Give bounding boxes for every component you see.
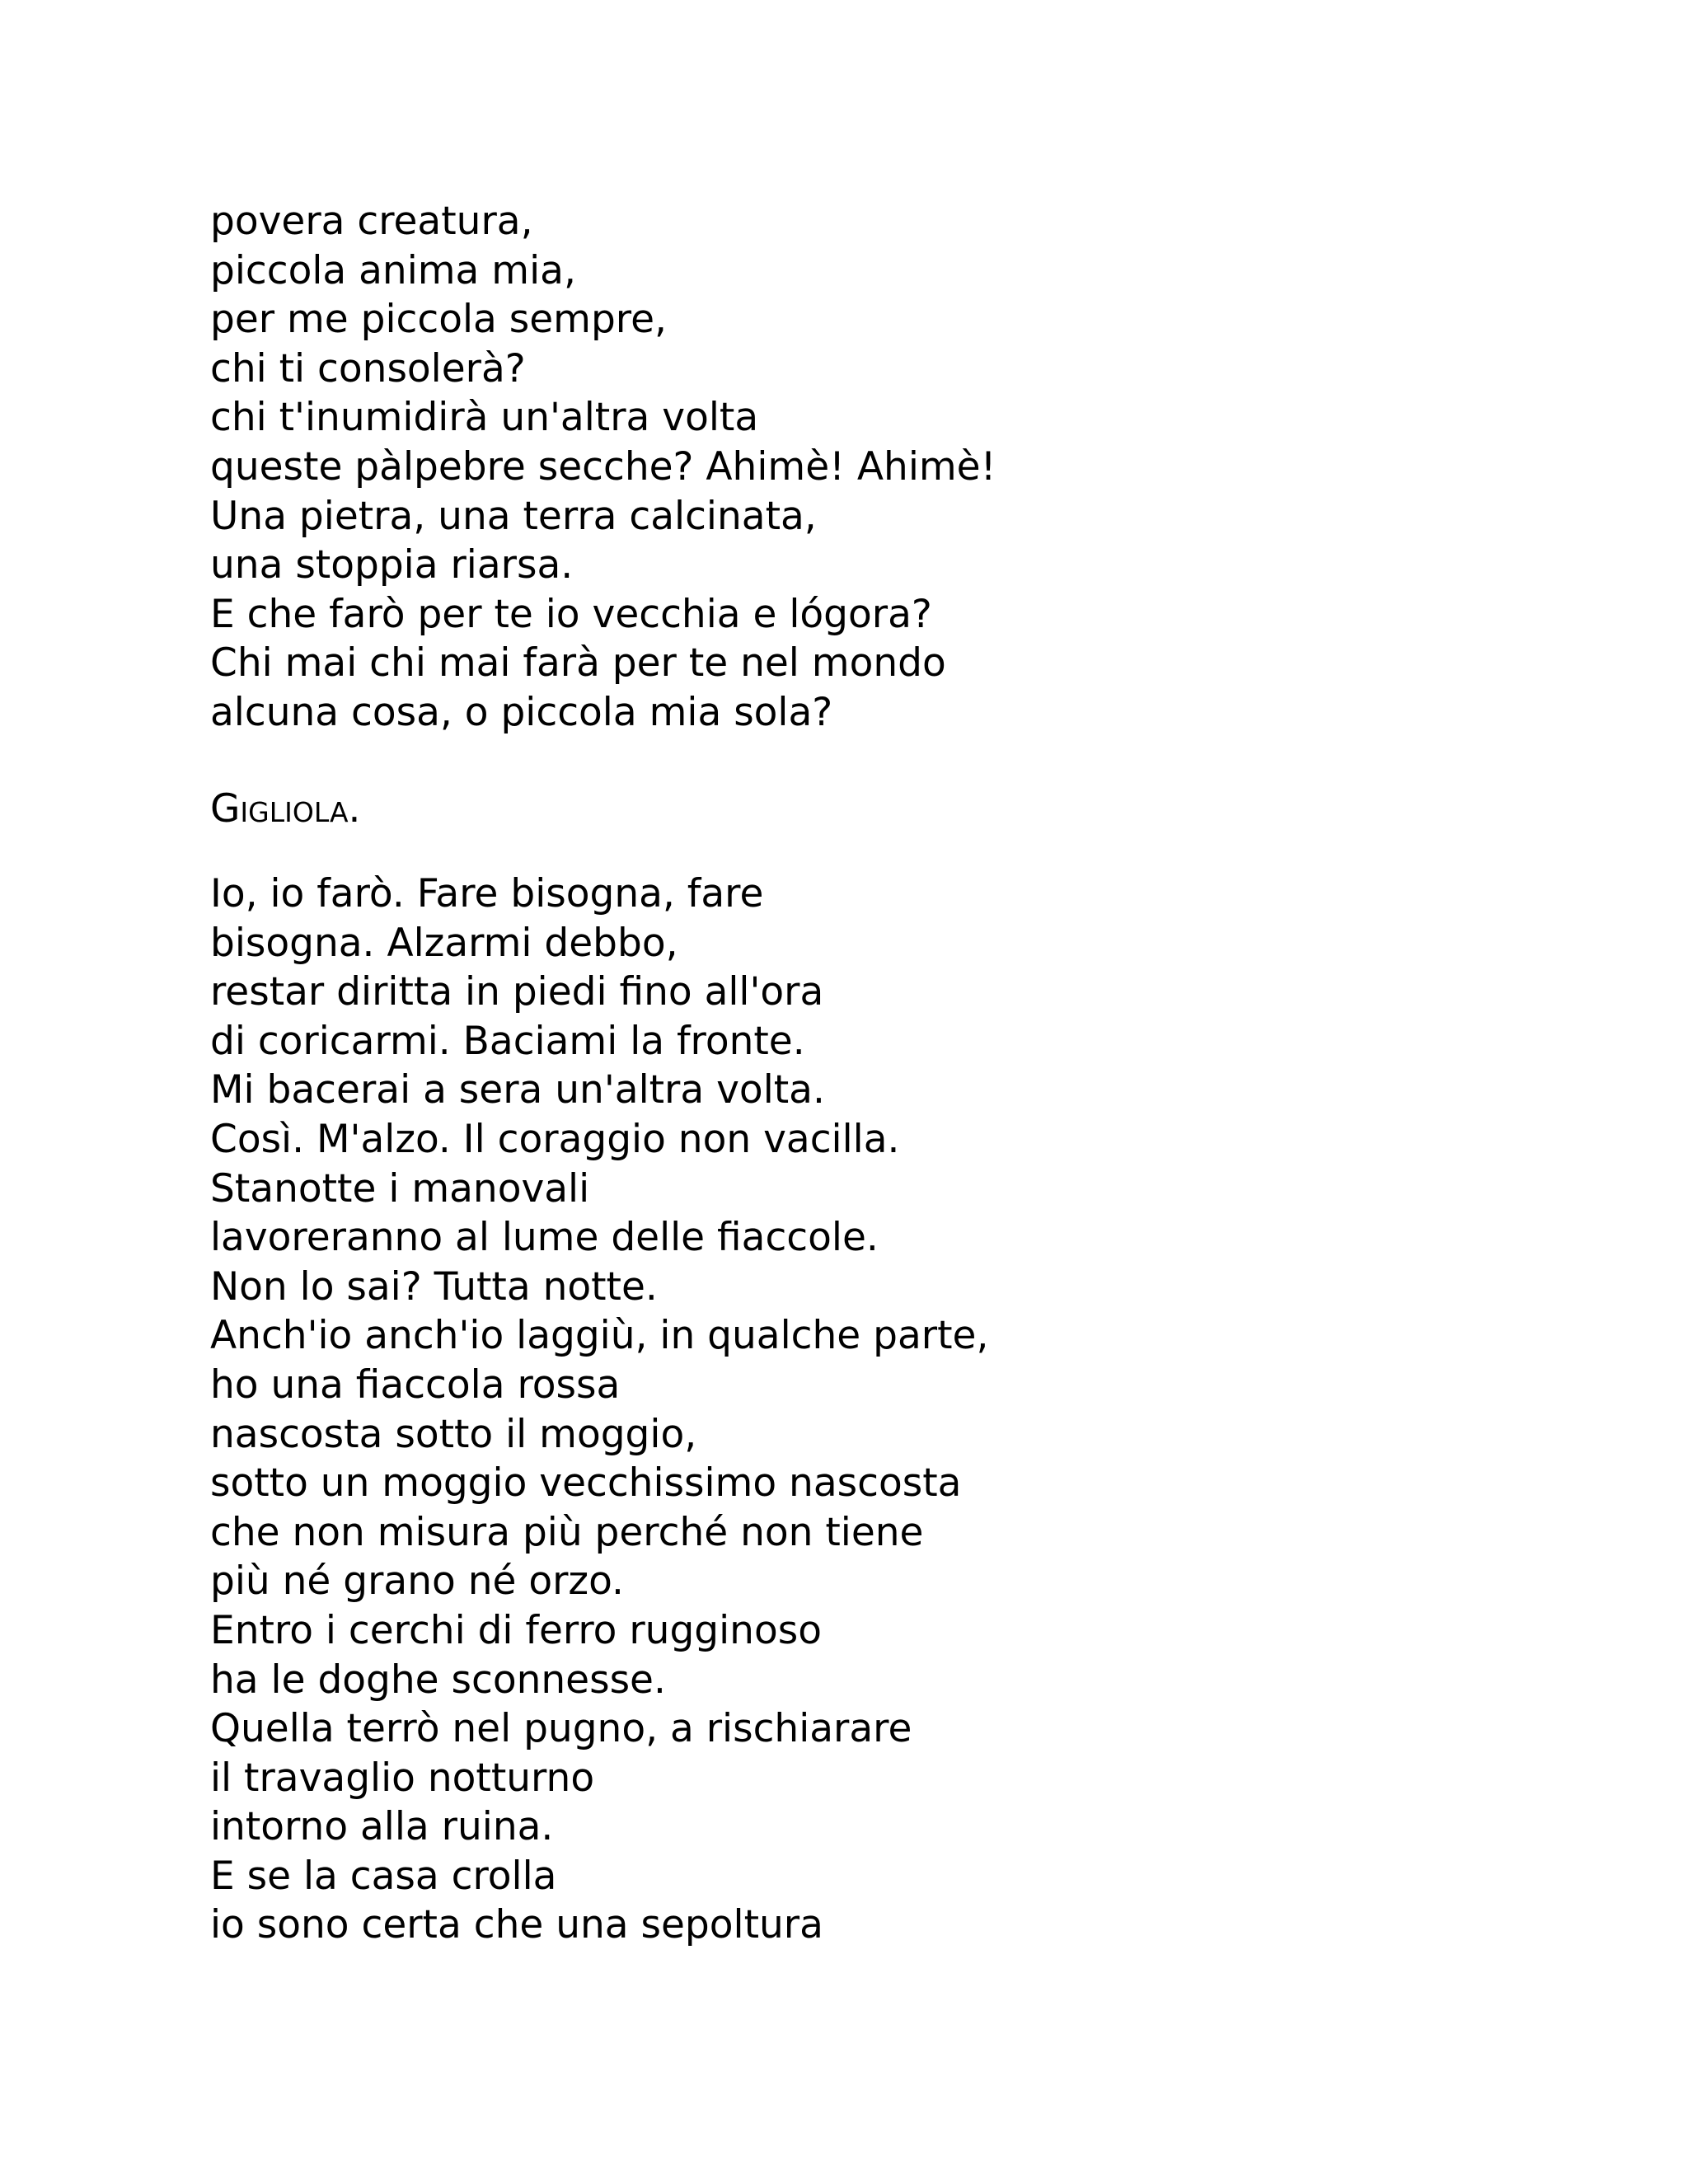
- verse-line: E se la casa crolla: [210, 1853, 557, 1899]
- verse-line: nascosta sotto il moggio,: [210, 1411, 697, 1457]
- verse-line: chi t'inumidirà un'altra volta: [210, 395, 759, 441]
- verse-line: sotto un moggio vecchissimo nascosta: [210, 1460, 962, 1507]
- verse-line: chi ti consolerà?: [210, 345, 526, 391]
- speaker-name: Gigliola.: [210, 786, 361, 832]
- verse-block-1: [210, 197, 996, 738]
- verse-line: che non misura più perché non tiene: [210, 1509, 924, 1555]
- verse-line: E che farò per te io vecchia e lógora?: [210, 591, 932, 637]
- verse-line: Una pietra, una terra calcinata,: [210, 493, 817, 539]
- verse-line: povera creatura,: [210, 199, 533, 244]
- verse-line: bisogna. Alzarmi debbo,: [210, 920, 678, 966]
- verse-line: intorno alla ruina.: [210, 1804, 554, 1850]
- verse-line: lavoreranno al lume delle fiaccole.: [210, 1215, 879, 1261]
- verse-line: una stoppia riarsa.: [210, 542, 574, 588]
- verse-line: io sono certa che una sepoltura: [210, 1902, 823, 1948]
- verse-line: queste pàlpebre secche? Ahimè! Ahimè!: [210, 443, 996, 490]
- verse-line: più né grano né orzo.: [210, 1558, 624, 1605]
- verse-line: piccola anima mia,: [210, 247, 576, 293]
- verse-line: di coricarmi. Baciami la fronte.: [210, 1018, 805, 1064]
- verse-line: ha le doghe sconnesse.: [210, 1657, 666, 1703]
- verse-line: ho una fiaccola rossa: [210, 1361, 621, 1408]
- verse-line: alcuna cosa, o piccola mia sola?: [210, 689, 833, 735]
- verse-line: Quella terrò nel pugno, a rischiarare: [210, 1706, 912, 1752]
- verse-line: Entro i cerchi di ferro rugginoso: [210, 1607, 822, 1653]
- verse-line: Stanotte i manovali: [210, 1165, 590, 1212]
- verse-block-2: [210, 869, 988, 1950]
- verse-line: Mi bacerai a sera un'altra volta.: [210, 1067, 825, 1113]
- verse-line: Anch'io anch'io laggiù, in qualche parte,: [210, 1313, 989, 1359]
- verse-line: per me piccola sempre,: [210, 297, 667, 343]
- verse-line: il travaglio notturno: [210, 1755, 595, 1801]
- verse-line: restar diritta in piedi fino all'ora: [210, 969, 824, 1015]
- verse-line: Non lo sai? Tutta notte.: [210, 1263, 658, 1310]
- verse-line: Chi mai chi mai farà per te nel mondo: [210, 640, 946, 687]
- verse-line: Io, io farò. Fare bisogna, fare: [210, 871, 764, 916]
- verse-line: Così. M'alzo. Il coraggio non vacilla.: [210, 1116, 900, 1162]
